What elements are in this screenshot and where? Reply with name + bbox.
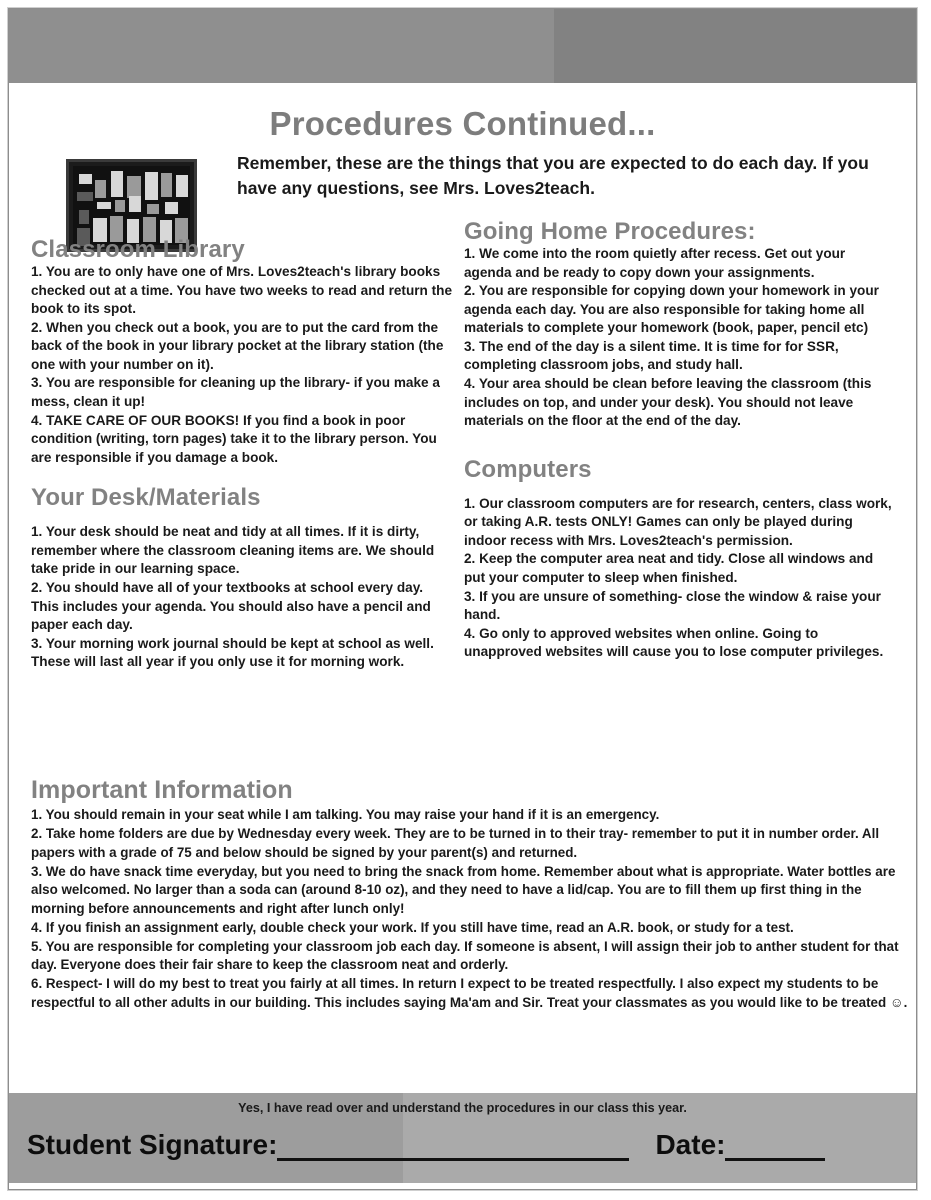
list-item: 4. TAKE CARE OF OUR BOOKS! If you find a book in poor condition (writing, torn pages) take it to the library person. You are responsible if you damage a book. <box>31 412 437 465</box>
list-item: 1. You should remain in your seat while I am talking. You may raise your hand if it is an emergency. <box>31 807 660 823</box>
page-title: Procedures Continued... <box>269 105 656 142</box>
top-banner <box>9 9 916 83</box>
section-body-important-information <box>31 806 911 1012</box>
list-item: 1. Our classroom computers are for research, centers, class work, or taking A.R. tests ONLY! Games can only be played during indoor recess with Mrs. Loves2teach's permission. <box>464 495 892 548</box>
intro-paragraph: Remember, these are the things that you are expected to do each day. If you have any questions, see Mrs. Loves2teach. <box>237 153 869 198</box>
list-item: 4. Your area should be clean before leaving the classroom (this includes on top, and under your desk). You should not leave materials on the floor at the end of the day. <box>464 376 872 429</box>
list-item: 4. Go only to approved websites when online. Going to unapproved websites will cause you to lose computer privileges. <box>464 625 884 660</box>
list-item: 2. When you check out a book, you are to put the card from the back of the book in your library pocket at the library station (the one with your number on it). <box>31 319 444 372</box>
section-body-computers <box>464 495 896 662</box>
list-item: 3. We do have snack time everyday, but you need to bring the snack from home. Remember about what is appropriate. Water bottles are also welcomed. No larger than a soda can (around 8-10 oz), and they need to have a lid/cap. You are to fill them up first thing in the morning before announcements and right after lunch only! <box>31 863 896 917</box>
section-body-going-home <box>464 245 896 430</box>
acknowledgement-text: Yes, I have read over and understand the procedures in our class this year. <box>238 1101 687 1115</box>
signature-footer <box>9 1093 916 1183</box>
spacer <box>31 467 453 485</box>
section-going-home <box>464 219 896 431</box>
section-heading-computers: Computers <box>464 455 592 483</box>
spacer <box>464 431 896 457</box>
list-item: 1. Your desk should be neat and tidy at all times. If it is dirty, remember where the classroom cleaning items are. We should take pride in our learning space. <box>31 524 435 577</box>
student-signature-label: Student Signature: <box>27 1129 278 1160</box>
section-body-desk-materials <box>31 523 453 671</box>
section-heading-classroom-library: Classroom Library <box>31 236 245 263</box>
photo-inner <box>73 166 190 245</box>
list-item: 3. You are responsible for cleaning up the library- if you make a mess, clean it up! <box>31 375 440 410</box>
section-heading-going-home: Going Home Procedures: <box>464 218 756 245</box>
section-computers <box>464 457 896 662</box>
procedures-handout-page <box>8 8 917 1190</box>
section-heading-important-information: Important Information <box>31 776 293 804</box>
list-item: 1. We come into the room quietly after recess. Get out your agenda and be ready to copy down your assignments. <box>464 246 846 280</box>
list-item: 2. Take home folders are due by Wednesday every week. They are to be turned in to their tray- remember to put it in number order. All papers with a grade of 75 and below should be signed by your parent(s) and returned. <box>31 826 880 860</box>
section-desk-materials <box>31 485 453 672</box>
list-item: 3. Your morning work journal should be kept at school as well. These will last all year if you only use it for morning work. <box>31 635 434 670</box>
list-item: 2. You are responsible for copying down your homework in your agenda each day. You are also responsible for taking home all materials to complete your homework (book, paper, pencil etc) <box>464 283 879 336</box>
left-column <box>31 237 453 672</box>
banner-right-block <box>554 9 916 83</box>
date-field[interactable] <box>725 1132 825 1161</box>
section-heading-desk-materials: Your Desk/Materials <box>31 484 261 512</box>
list-item: 6. Respect- I will do my best to treat you fairly at all times. In return I expect to be treated respectfully. I also expect my students to be respectful to all other adults in our building. This includes saying Ma'am and Sir. Treat your classmates as you would like to be treated ☺. <box>31 976 908 1010</box>
banner-left-block <box>9 9 554 83</box>
list-item: 2. Keep the computer area neat and tidy. Close all windows and put your computer to sleep when finished. <box>464 551 874 586</box>
list-item: 3. The end of the day is a silent time. It is time for for SSR, completing classroom jobs, and study hall. <box>464 338 839 373</box>
section-classroom-library <box>31 237 453 467</box>
section-body-classroom-library <box>31 263 453 467</box>
student-signature-field[interactable] <box>277 1132 629 1161</box>
spacer <box>464 483 896 495</box>
spacer <box>31 511 453 523</box>
section-important-information <box>31 777 911 1013</box>
signature-row <box>27 1129 900 1161</box>
list-item: 1. You are to only have one of Mrs. Loves2teach's library books checked out at a time. You have two weeks to read and return the book to its spot. <box>31 264 453 317</box>
right-column <box>464 218 896 662</box>
date-label: Date: <box>655 1129 726 1160</box>
list-item: 3. If you are unsure of something- close the window & raise your hand. <box>464 588 881 623</box>
list-item: 4. If you finish an assignment early, double check your work. If you still have time, read an A.R. book, or study for a test. <box>31 919 794 935</box>
list-item: 2. You should have all of your textbooks at school every day. This includes your agenda. You should also have a pencil and paper each day. <box>31 580 431 633</box>
list-item: 5. You are responsible for completing your classroom job each day. If someone is absent, I will assign their job to anther student for that day. Everyone does their fair share to keep the classroom neat and orderly. <box>31 938 899 973</box>
